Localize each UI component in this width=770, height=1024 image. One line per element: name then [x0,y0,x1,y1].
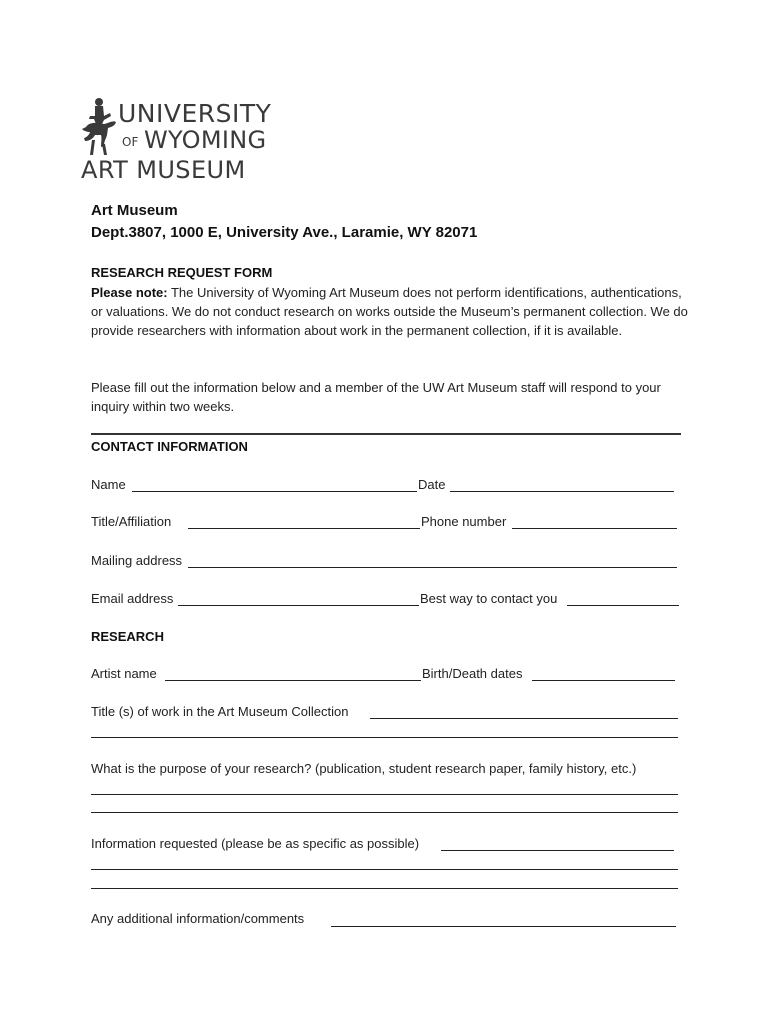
date-label: Date [418,477,446,492]
comments-label: Any additional information/comments [91,911,305,926]
info-requested-field-line-2[interactable] [91,869,678,870]
birth-death-label: Birth/Death dates [422,666,523,681]
comments-field[interactable] [331,926,676,927]
purpose-field-line-1[interactable] [91,794,678,795]
purpose-field-line-2[interactable] [91,812,678,813]
note-label: Please note: [91,285,168,300]
form-title: RESEARCH REQUEST FORM [91,265,273,280]
logo-line-art-museum: ART MUSEUM [81,156,246,184]
logo-line-of: OF [122,135,139,149]
email-field[interactable] [178,605,419,606]
info-requested-field[interactable] [441,850,674,851]
name-label: Name [91,477,126,492]
note-paragraph [91,283,691,340]
org-name: Art Museum [91,202,178,219]
museum-logo [80,95,290,185]
phone-field[interactable] [512,528,677,529]
phone-label: Phone number [421,514,507,529]
info-requested-label: Information requested (please be as specific as possible) [91,836,420,851]
best-contact-field[interactable] [567,605,679,606]
research-heading: RESEARCH [91,629,164,644]
bucking-horse-rider-icon [80,97,118,157]
artist-name-field[interactable] [165,680,421,681]
instructions-paragraph: Please fill out the information below and a member of the UW Art Museum staff will respond to your inquiry within two weeks. [91,380,661,414]
email-label: Email address [91,591,174,606]
logo-line-wyoming: WYOMING [144,126,267,154]
work-titles-field-line-2[interactable] [91,737,678,738]
purpose-label: What is the purpose of your research? (publication, student research paper, family history, etc.) [91,761,637,776]
artist-name-label: Artist name [91,666,157,681]
mailing-address-field[interactable] [188,567,677,568]
mailing-address-label: Mailing address [91,553,183,568]
birth-death-field[interactable] [532,680,675,681]
best-contact-label: Best way to contact you [420,591,558,606]
logo-line-university: UNIVERSITY [118,99,272,128]
info-requested-field-line-3[interactable] [91,888,678,889]
section-divider [91,433,681,435]
name-field[interactable] [132,491,417,492]
work-titles-field[interactable] [370,718,678,719]
org-address: Dept.3807, 1000 E, University Ave., Laramie, WY 82071 [91,224,478,241]
title-affiliation-label: Title/Affiliation [91,514,172,529]
title-affiliation-field[interactable] [188,528,420,529]
work-titles-label: Title (s) of work in the Art Museum Collection [91,704,349,719]
contact-heading: CONTACT INFORMATION [91,439,248,454]
note-text: The University of Wyoming Art Museum does not perform identifications, authentications, or valuations. We do not conduct research on works outside the Museum’s permanent collection. We do provide researchers with information about work in the permanent collection, if it is available. [91,285,688,338]
date-field[interactable] [450,491,674,492]
